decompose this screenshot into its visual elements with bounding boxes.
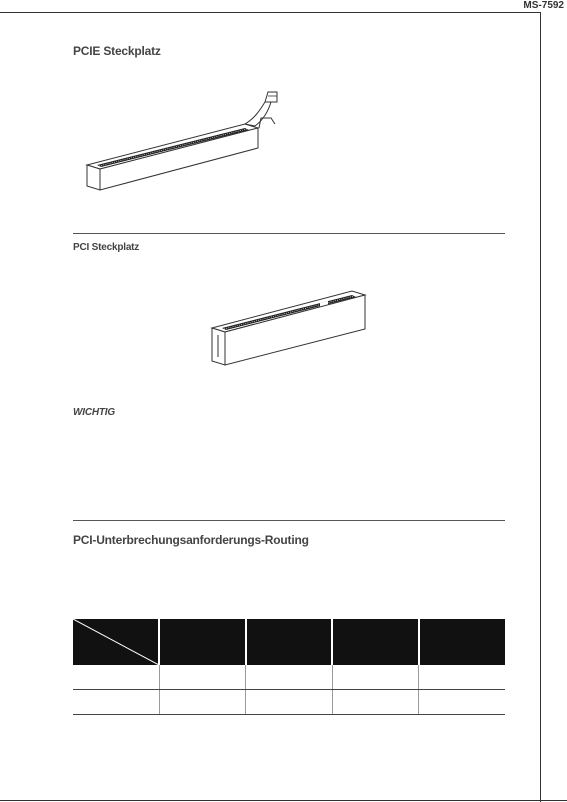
table-header-cell: [420, 619, 505, 665]
table-cell: [160, 665, 247, 689]
pci-slot-heading: PCI Steckplatz: [73, 242, 140, 253]
right-rule: [540, 12, 541, 802]
table-header-cell: [333, 619, 418, 665]
bottom-rule: [0, 800, 567, 801]
table-cell: [246, 690, 333, 714]
section-separator: [73, 233, 505, 234]
table-row: [73, 690, 505, 715]
routing-table: [73, 619, 505, 715]
pcie-slot-heading: PCIE Steckplatz: [73, 44, 161, 58]
important-heading: WICHTIG: [73, 407, 115, 418]
model-number: MS-7592: [523, 0, 564, 11]
table-cell: [333, 665, 420, 689]
table-corner-cell: [73, 619, 158, 665]
pci-slot-illustration: [210, 285, 370, 370]
section-separator: [73, 520, 505, 521]
table-cell: [419, 690, 505, 714]
table-header-cell: [160, 619, 245, 665]
table-cell: [419, 665, 505, 689]
table-header-row: [73, 619, 505, 665]
table-cell: [246, 665, 333, 689]
table-cell: [73, 690, 160, 714]
table-cell: [160, 690, 247, 714]
table-cell: [73, 665, 160, 689]
table-row: [73, 665, 505, 690]
diagonal-divider: [73, 619, 158, 665]
table-cell: [333, 690, 420, 714]
pcie-slot-illustration: [85, 88, 290, 193]
table-header-cell: [247, 619, 332, 665]
pci-routing-heading: PCI-Unterbrechungsanforderungs-Routing: [73, 533, 309, 547]
top-rule: [0, 12, 540, 13]
